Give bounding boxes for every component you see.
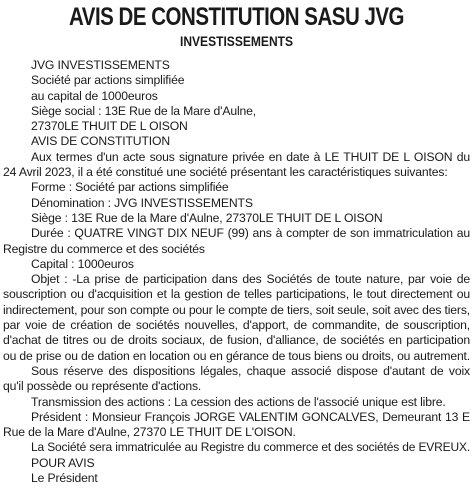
notice-line-text: Aux termes d'un acte sous signature privée en date à LE THUIT DE L OISON du [31,149,470,164]
notice-line-text: Capital : 1000euros [31,256,134,271]
notice-line [3,303,470,318]
notice-line [3,150,470,165]
notice-line-text: Rue de la Mare d'Aulne, 27370 LE THUIT DE L'OISON. [3,425,296,440]
notice-line [3,395,470,410]
notice-subtitle: INVESTISSEMENTS [179,33,294,49]
notice-line [3,196,470,211]
notice-line [3,89,470,104]
notice-line-text: qu'il possède ou représente d'actions. [3,379,202,394]
notice-line-text: La Société sera immatriculée au Registre du commerce et des sociétés de EVREUX. [31,440,471,455]
notice-line [3,287,470,302]
notice-line-text: par voie de création de sociétés nouvelles, d'apport, de commandite, de souscription, [3,318,470,333]
notice-line-text: Durée : QUATRE VINGT DIX NEUF (99) ans à compter de son immatriculation au [31,226,470,241]
notice-line [3,165,470,180]
notice-line [3,272,470,287]
notice-line-text: 24 Avril 2023, il a été constitué une société présentant les caractéristiques suivantes: [3,165,448,180]
notice-line [3,379,470,394]
notice-line [3,119,470,134]
notice-line [3,364,470,379]
notice-line-text: Sous réserve des dispositions légales, chaque associé dispose d'autant de voix [31,363,470,378]
notice-line [3,134,470,149]
notice-line-text: Société par actions simplifiée [31,73,185,88]
notice-line-text: souscription ou d'acquisition et la gestion de telles participations, le tout directement ou [3,287,470,302]
notice-line-text: Président : Monsieur François JORGE VALENTIM GONCALVES, Demeurant 13 E [31,409,470,424]
notice-line-text: JVG INVESTISSEMENTS [31,58,170,72]
notice-line [3,242,470,257]
notice-title: AVIS DE CONSTITUTION SASU JVG [68,3,405,31]
notice-line [3,410,470,425]
notice-line-text: Siège : 13E Rue de la Mare d'Aulne, 27370LE THUIT DE L OISON [31,210,383,225]
notice-line [3,104,470,119]
notice-line [3,425,470,440]
notice-line [3,440,470,455]
notice-line [3,180,470,195]
notice-line-text: Objet : -La prise de participation dans des Sociétés de toute nature, par voie de [31,272,470,287]
notice-line [3,73,470,88]
notice-line-text: Transmission des actions : La cession des actions de l'associé unique est libre. [31,394,446,409]
notice-line-text: Dénomination : JVG INVESTISSEMENTS [31,195,253,210]
notice-line-text: Le Président [31,471,98,486]
notice-line [3,211,470,226]
notice-line [3,333,470,348]
notice-line [3,471,470,486]
notice-line-text: au capital de 1000euros [31,88,158,103]
notice-line [3,456,470,471]
notice-line-text: ou de prise ou de dation en location ou en gérance de tous biens ou droits, ou autrement. [3,348,471,363]
notice-line [3,257,470,272]
notice-line-text: AVIS DE CONSTITUTION [31,134,170,149]
notice-line [3,58,470,73]
notice-line-text: Registre du commerce et des sociétés [3,241,205,256]
notice-line [3,349,470,364]
notice-line-text: d'achat de titres ou de droits sociaux, de fusion, d'alliance, de sociétés en participation [3,333,470,348]
notice-line-text: POUR AVIS [31,455,95,470]
notice-line-text: Forme : Société par actions simplifiée [31,180,229,195]
notice-body [3,58,470,486]
notice-line [3,318,470,333]
notice-line [3,226,470,241]
notice-line-text: Siège social : 13E Rue de la Mare d'Aulne, [31,103,257,118]
notice-line-text: indirectement, pour son compte ou pour le compte de tiers, soit seule, soit avec des tiers, [3,302,471,317]
notice-line-text: 27370LE THUIT DE L OISON [31,119,188,134]
